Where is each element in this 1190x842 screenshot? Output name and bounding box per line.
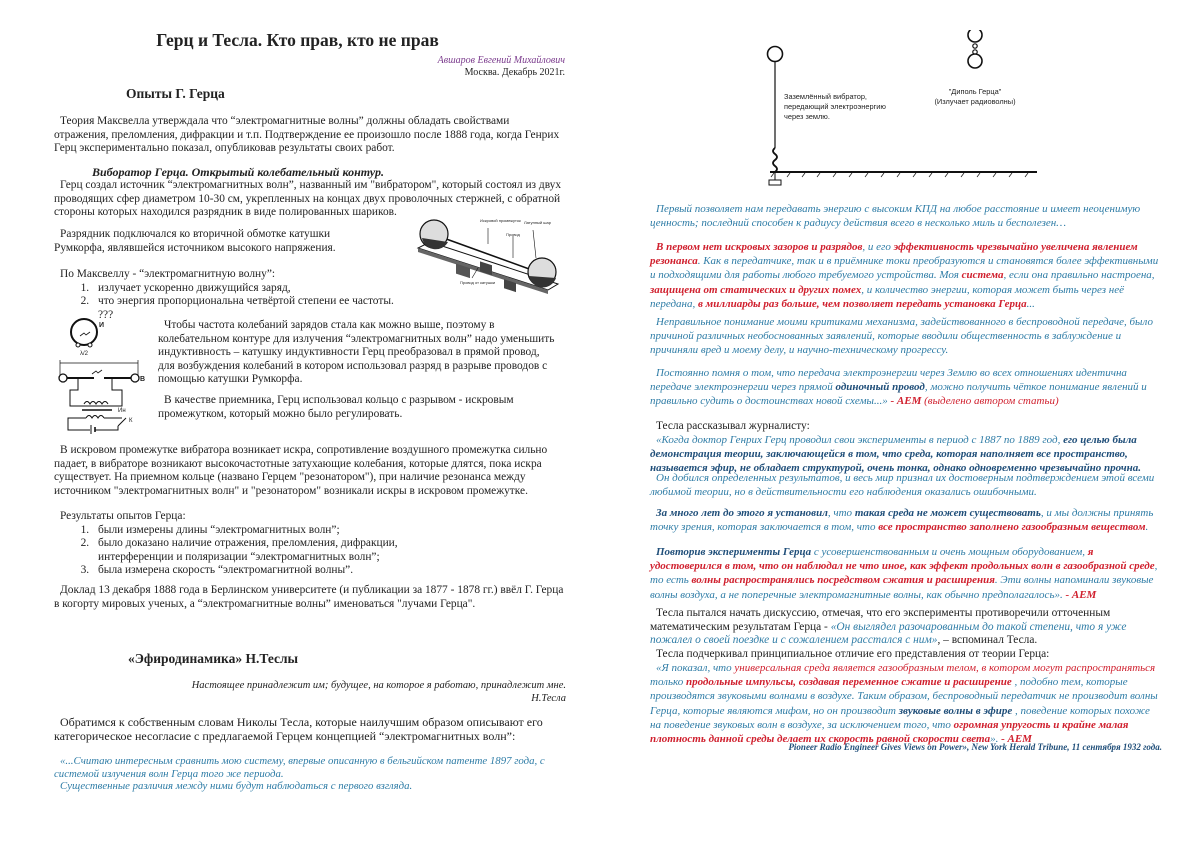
epigraph-author: Н.Тесла bbox=[531, 692, 566, 704]
text-run: , и мы должны принять точку зрения, которая заключается в том, что bbox=[650, 507, 1154, 534]
quote-paragraph-1: Первый позволяет нам передавать энергию с высоким КПД на любое расстояние и имеет неоценимую ценность; последний способен к радиусу действия всего в несколько миль и бесполезен… bbox=[650, 203, 1141, 230]
section-heading-tesla: «Эфиродинамика» Н.Теслы bbox=[128, 651, 299, 666]
discharger-paragraph: Разрядник подключался ко вторичной обмотке катушки Румкорфа, являвшейся источником высокого напряжения. bbox=[54, 228, 336, 254]
quote-paragraph-5 bbox=[650, 433, 1160, 476]
tesla-quote bbox=[54, 755, 566, 793]
intro-paragraph: Теория Максвелла утверждала что “электромагнитные волны” должны обладать свойствами отражения, преломления, дифракции и т.п. Подтверждение ее произошло после 1888 года, когда Генрих Герц экспериментально показал, опубликовав результаты своих работ. bbox=[54, 115, 560, 155]
text-run: За много лет до этого я установил bbox=[656, 507, 828, 519]
text-run: в миллиарды раз больше, чем позволяет передать установка Герца bbox=[698, 297, 1027, 310]
figure-label-gap: Искровой промежуток bbox=[480, 218, 521, 223]
spark-paragraph: В искровом промежутке вибратора возникает искра, сопротивление воздушного промежутка сильно падает, в вибраторе возникают высокочастотные затухающие колебания, которые длятся, пока искра существует. На приемном кольце (названо Герцем "резонатором"), при наличие резонанса между источником "электромагнитных волн" и "резонатором" возникали искры в искровом промежутке. bbox=[54, 444, 548, 497]
quote-paragraph-2 bbox=[650, 240, 1160, 311]
circuit-label-i: И bbox=[99, 322, 105, 329]
circuit-figure bbox=[54, 314, 144, 434]
text-run: я удостоверился в том, что он наблюдал не что иное, как эффект продольных волн в газообразной среде bbox=[650, 546, 1155, 573]
quote-line: «...Считаю интересным сравнить мою систему, впервые описанную в бельгийском патенте 1897 года, с системой излучения волн Герца того же периода. bbox=[54, 755, 545, 780]
quote-paragraph-8 bbox=[650, 545, 1160, 602]
quote-paragraph-7 bbox=[650, 506, 1160, 534]
section-heading-hertz: Опыты Г. Герца bbox=[126, 86, 225, 101]
circuit-label-b: В bbox=[140, 376, 146, 383]
text-run: , – вспоминал Тесла. bbox=[937, 634, 1038, 647]
text-run: защищена от статических и других помех bbox=[650, 283, 862, 296]
text-run: , поведение которых похоже на поведение звуковых волн в воздухе, за исключением того, что bbox=[650, 704, 1150, 731]
maxwell-lead: По Максвеллу - “электромагнитную волну”: bbox=[60, 268, 276, 280]
document-title: Герц и Тесла. Кто прав, кто не прав bbox=[156, 30, 439, 50]
text-run: с усовершенствованным и очень мощным оборудованием, bbox=[811, 546, 1088, 558]
text-run: Постоянно помня о том, что передача электроэнергии через Землю во всех отношениях идентична передаче электроэнергии через прямой bbox=[650, 367, 1127, 394]
text-run: эффективность чрезвычайно увеличена явлением резонанса bbox=[650, 241, 1138, 268]
text-run: только bbox=[650, 676, 686, 689]
circuit-label-k: К bbox=[129, 418, 133, 424]
text-run: все пространство заполнено газообразным веществом bbox=[878, 521, 1146, 534]
text-run: , если она правильно настроена, bbox=[1003, 269, 1155, 282]
discussion-paragraph bbox=[650, 607, 1162, 648]
place-date: Москва. Декабрь 2021г. bbox=[464, 67, 565, 78]
text-run: «Он выглядел разочарованным до такой степени, что я уже пожалел о своей поездке и с сожалением расстался с ним» bbox=[650, 620, 1127, 647]
circuit-label-in: Ин bbox=[118, 408, 126, 414]
text-run: . Эти волны напоминали звуковые волны воздуха, а не поперечные электромагнитные волны, как обычно предполагалось». bbox=[650, 574, 1154, 601]
circuit-drawing bbox=[54, 314, 144, 434]
text-run: - АЕМ bbox=[1001, 733, 1032, 746]
dipole-label bbox=[930, 87, 1020, 107]
epigraph-block bbox=[160, 680, 566, 705]
maxwell-item: 1. излучает ускоренно движущийся заряд, bbox=[92, 282, 394, 296]
text-run: . bbox=[1145, 521, 1149, 534]
text-run: Повторив эксперименты Герца bbox=[656, 546, 812, 558]
text-run: волны распространялись посредством сжатия и расширения bbox=[691, 574, 995, 587]
right-page bbox=[595, 0, 1190, 842]
results-lead: Результаты опытов Герца: bbox=[60, 510, 186, 522]
results-item: 1. были измерены длины “электромагнитных волн”; bbox=[92, 524, 474, 538]
text-run: «Я показал, что bbox=[656, 662, 735, 674]
text-run: В первом нет искровых зазоров и разрядов bbox=[656, 241, 863, 253]
text-run: , что bbox=[827, 507, 855, 519]
quote-paragraph-10 bbox=[650, 661, 1162, 746]
text-run: , и его bbox=[862, 241, 894, 253]
maxwell-item: 2. что энергия пропорциональна четвёртой степени ее частоты. ??? bbox=[92, 295, 394, 322]
hertz-vibrator-figure bbox=[408, 208, 568, 308]
text-run: - АЕМ bbox=[890, 395, 922, 408]
text-run: , то есть bbox=[650, 560, 1158, 587]
epigraph-text: Настоящее принадлежит им; будущее, на которое я работаю, принадлежит мне. bbox=[191, 680, 566, 691]
principle-lead: Тесла подчеркивал принципиальное отличие его представления от теории Герца: bbox=[656, 648, 1050, 660]
results-list bbox=[54, 524, 474, 578]
text-run: система bbox=[961, 269, 1004, 282]
text-run: «Когда доктор Генрих Герц проводил свои эксперименты в период с 1887 по 1889 год, bbox=[656, 434, 1064, 446]
grounded-vibrator-label: Заземлённый вибратор, передающий электроэнергию через землю. bbox=[784, 92, 886, 121]
results-block bbox=[54, 510, 474, 578]
text-run: , можно получить чёткое понимание явлений и правильно судить о достоинствах новой схемы...» bbox=[650, 381, 1147, 408]
text-run: универсальная среда является газообразным телом, в котором могут распространяться bbox=[734, 662, 1156, 674]
figure-label-wire: Провод от катушки bbox=[460, 280, 496, 285]
text-run: ». bbox=[990, 733, 1002, 746]
dipole-subtitle: (Излучает радиоволны) bbox=[934, 97, 1016, 106]
journalist-lead: Тесла рассказывал журналисту: bbox=[656, 420, 810, 432]
dipole-title: "Диполь Герца" bbox=[948, 87, 1002, 96]
results-item: 2. было доказано наличие отражения, преломления, дифракции, интерференции и поляризации “электромагнитных волн”; bbox=[92, 537, 474, 564]
text-run: продольные импульсы, создавая переменное сжатие и расширение bbox=[685, 676, 1012, 689]
text-run: - АЕМ bbox=[1065, 588, 1097, 601]
quote-line: Существенные различия между ними будут наблюдаться с первого взгляда. bbox=[60, 780, 413, 792]
frequency-paragraph: Чтобы частота колебаний зарядов стала как можно выше, поэтому в колебательном контуре для излучения “электромагнитных волн” надо уменьшить индуктивность – катушку индуктивности Герц преобразовал в прямой провод, для возбуждения колебаний в котором использовал разряд в разрыве проводов с помощью катушки Румкорфа. bbox=[158, 319, 555, 386]
text-run: Тесла пытался начать дискуссию, отмечая, что его эксперименты противоречили отточенным математическим результатам Герца - bbox=[650, 607, 1111, 633]
quote-paragraph-6: Он добился определенных результатов, и весь мир признал их достоверным подтверждением этой всеми любимой теории, но в действительности его наблюдения оказались ошибочными. bbox=[650, 472, 1155, 499]
figure-label-sphere: Латунный шар bbox=[524, 220, 551, 225]
quote-paragraph-3: Неправильное понимание моими критиками механизма, задействованного в беспроводной передаче, было причиной различных необоснованных заявлений, которые вводили общественность в заблуждение и причиняли вред и моему делу, и научно-техническому прогрессу. bbox=[650, 316, 1153, 357]
text-run: такая среда не может существовать bbox=[854, 507, 1041, 519]
receiver-paragraph: В качестве приемника, Герц использовал кольцо с разрывом - искровым промежутком, который можно было регулировать. bbox=[158, 394, 514, 420]
author-block bbox=[438, 55, 565, 79]
text-run: ... bbox=[1026, 297, 1035, 310]
grounded-vs-dipole-figure bbox=[760, 30, 1170, 190]
text-run: одиночный провод bbox=[835, 381, 925, 394]
figure-label-rod: Провод bbox=[506, 232, 520, 237]
vibrator-paragraph: Герц создал источник “электромагнитных волн”, названный им "вибратором", который состоял из двух проводящих сфер диаметром 10-30 см, укрепленных на концах двух проволочных стержней, с обратной стороны которых находился разрядник в виде полированных шариков. bbox=[54, 179, 562, 219]
text-run: , и количество энергии, которая может быть через неё передана, bbox=[650, 283, 1124, 310]
vibrator-subheading: Виборатор Герца. Открытый колебательный контур. bbox=[92, 165, 384, 179]
quote-paragraph-4 bbox=[650, 366, 1160, 409]
report-paragraph: Доклад 13 декабря 1888 года в Берлинском университете (и публикации за 1877 - 1878 гг.) ввёл Г. Герца в когорту мировых ученых, а “электромагнитные волны” именоваться "лучами Герца". bbox=[54, 584, 564, 610]
text-run: огромная упругость и крайне малая плотность данной среды делает их скорость равной скорости света bbox=[650, 718, 1129, 746]
text-run: . Как в передатчике, так и в приёмнике токи преобразуются и становятся более эффективными и подходящими для работы любого требуемого устройства. Моя bbox=[650, 255, 1159, 282]
tesla-intro-paragraph: Обратимся к собственным словам Николы Тесла, которые наилучшим образом описывают его категорическое несогласие с предлагаемой Герцем концепцией “электромагнитных волн”: bbox=[54, 715, 543, 743]
text-run: (выделено автором статьи) bbox=[921, 395, 1059, 408]
results-item: 3. была измерена скорость “электромагнитной волны”. bbox=[92, 564, 474, 578]
text-run: его целью была демонстрация теории, заключающейся в том, что среда, которая наполняет все пространство, называется эфир, не обладает структурой, очень тонка, однако одновременно чрезвычайно прочна. bbox=[650, 434, 1142, 475]
source-citation: Pioneer Radio Engineer Gives Views on Power», New York Herald Tribune, 11 сентября 1932 года. bbox=[788, 742, 1162, 752]
author-name: Авшаров Евгений Михайлович bbox=[437, 55, 565, 66]
text-run: , подобно тем, которые производятся звуковыми волнами в воздухе. Таким образом, беспроводный передатчик не производит волны Герца, которые являются мифом, но он производит bbox=[650, 676, 1158, 717]
text-run: звуковые волны в эфире bbox=[898, 704, 1013, 717]
circuit-label-half: λ/2 bbox=[80, 351, 89, 357]
